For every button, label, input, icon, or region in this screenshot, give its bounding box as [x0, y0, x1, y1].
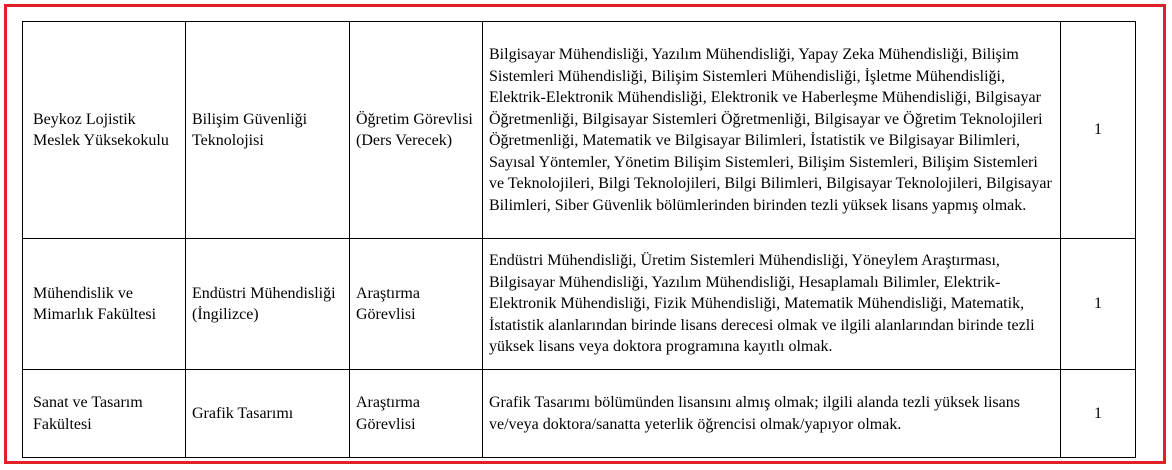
program-cell: Grafik Tasarımı	[186, 370, 350, 458]
position-cell: Araştırma Görevlisi	[350, 370, 483, 458]
position-cell: Araştırma Görevlisi	[350, 239, 483, 370]
table-row	[23, 239, 1136, 370]
position-cell: Öğretim Görevlisi (Ders Verecek)	[350, 22, 483, 239]
unit-cell: Beykoz Lojistik Meslek Yüksekokulu	[23, 22, 186, 239]
table-row	[23, 370, 1136, 458]
table-row	[23, 22, 1136, 239]
program-cell: Bilişim Güvenliği Teknolojisi	[186, 22, 350, 239]
requirements-cell: Grafik Tasarımı bölümünden lisansını almış olmak; ilgili alanda tezli yüksek lisans ve/veya doktora/sanatta yeterlik öğrencisi olmak/yapıyor olmak.	[483, 370, 1061, 458]
count-cell: 1	[1061, 370, 1136, 458]
positions-table	[22, 21, 1136, 458]
count-cell: 1	[1061, 22, 1136, 239]
program-cell: Endüstri Mühendisliği (İngilizce)	[186, 239, 350, 370]
requirements-cell: Endüstri Mühendisliği, Üretim Sistemleri Mühendisliği, Yöneylem Araştırması, Bilgisayar Mühendisliği, Yazılım Mühendisliği, Hesaplamalı Bilimler, Elektrik-Elektronik Mühendisliği, Fizik Mühendisliği, Matematik Mühendisliği, Matematik, İstatistik alanlarından birinde lisans derecesi olmak ve ilgili alanlarından birinde tezli yüksek lisans veya doktora programına kayıtlı olmak.	[483, 239, 1061, 370]
unit-cell: Sanat ve Tasarım Fakültesi	[23, 370, 186, 458]
unit-cell: Mühendislik ve Mimarlık Fakültesi	[23, 239, 186, 370]
requirements-cell: Bilgisayar Mühendisliği, Yazılım Mühendisliği, Yapay Zeka Mühendisliği, Bilişim Sistemleri Mühendisliği, Bilişim Sistemleri Mühendisliği, İşletme Mühendisliği, Elektrik-Elektronik Mühendisliği, Elektronik ve Haberleşme Mühendisliği, Bilgisayar Öğretmenliği, Bilgisayar Sistemleri Öğretmenliği, Bilgisayar ve Öğretim Teknolojileri Öğretmenliği, Matematik ve Bilgisayar Bilimleri, İstatistik ve Bilgisayar Bilimleri, Sayısal Yöntemler, Yönetim Bilişim Sistemleri, Bilişim Sistemleri, Bilişim Sistemleri ve Teknolojileri, Bilgi Teknolojileri, Bilgi Bilimleri, Bilgisayar Teknolojileri, Bilgisayar Bilimleri, Siber Güvenlik bölümlerinden birinden tezli yüksek lisans yapmış olmak.	[483, 22, 1061, 239]
count-cell: 1	[1061, 239, 1136, 370]
